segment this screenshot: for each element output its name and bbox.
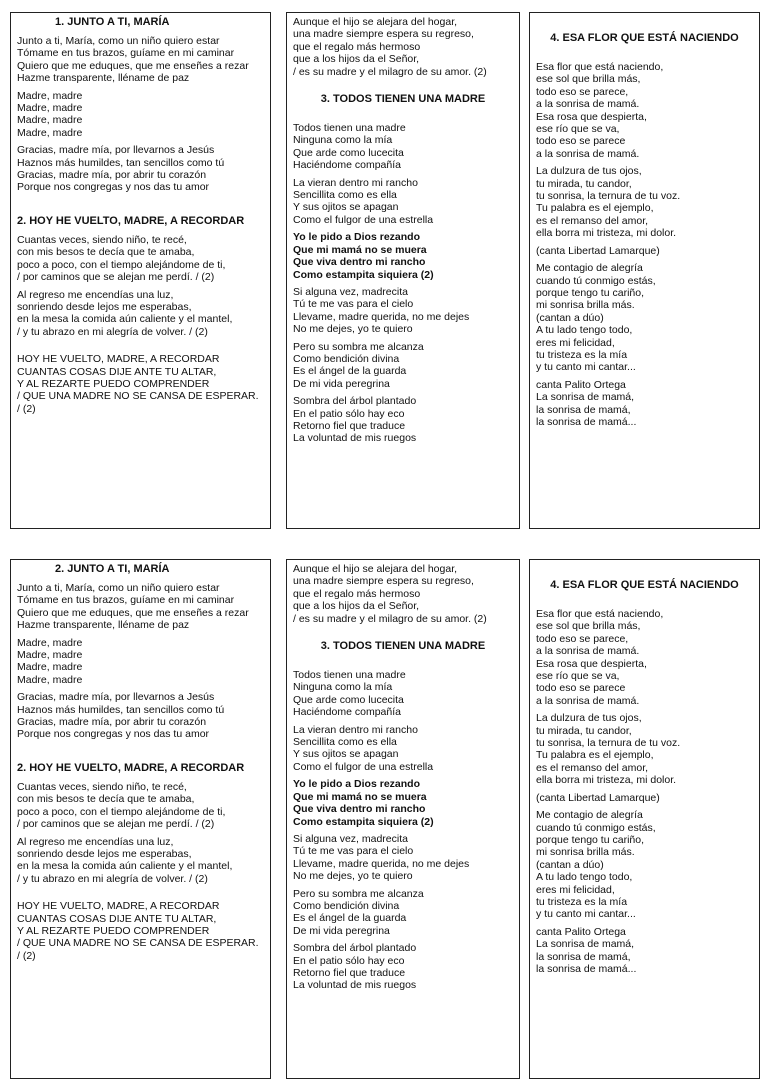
song-1-stanza: Gracias, madre mía, por llevarnos a Jesús Haznos más humildes, tan sencillos como tú Gracias, madre mía, por abrir tu corazón Porque nos congregas y nos das tu amor: [17, 691, 225, 741]
song-4-stanza: La dulzura de tus ojos, tu mirada, tu candor, tu sonrisa, la ternura de tu voz. Tu palabra es el ejemplo, es el remanso del amor, ella borra mi tristeza, mi dolor.: [536, 165, 681, 240]
song-3-title: 3. TODOS TIENEN UNA MADRE: [320, 640, 486, 653]
song-3-chorus: Yo le pido a Dios rezando Que mi mamá no se muera Que viva dentro mi rancho Como estampita siquiera (2): [293, 778, 434, 828]
song-1-stanza: Gracias, madre mía, por llevarnos a Jesús Haznos más humildes, tan sencillos como tú Gracias, madre mía, por abrir tu corazón Porque nos congregas y nos das tu amor: [17, 144, 225, 194]
column-3: [529, 12, 760, 529]
song-1-title: 2. JUNTO A TI, MARÍA: [55, 563, 170, 575]
song-2-chorus: HOY HE VUELTO, MADRE, A RECORDAR CUANTAS COSAS DIJE ANTE TU ALTAR, Y AL REZARTE PUEDO COMPRENDER / QUE UNA MADRE NO SE CANSA DE ESPERAR. / (2): [17, 900, 259, 962]
song-1-stanza: Madre, madre Madre, madre Madre, madre Madre, madre: [17, 89, 83, 139]
song-4-title: 4. ESA FLOR QUE ESTÁ NACIENDO: [550, 579, 739, 591]
song-2-stanza: Al regreso me encendías una luz, sonriendo desde lejos me esperabas, en la mesa la comida aún caliente y el mantel, / y tu abrazo en mi alegría de volver. / (2): [17, 288, 233, 338]
song-4-stanza: canta Palito Ortega La sonrisa de mamá, la sonrisa de mamá, la sonrisa de mamá...: [536, 378, 637, 428]
song-1-stanza: Junto a ti, María, como un niño quiero estar Tómame en tus brazos, guíame en mi caminar Quiero que me eduques, que me enseñes a rezar Hazme transparente, lléname de paz: [17, 582, 249, 632]
song-3-stanza: Sombra del árbol plantado En el patio sólo hay eco Retorno fiel que traduce La voluntad de mis ruegos: [293, 942, 417, 992]
song-2-title: 2. HOY HE VUELTO, MADRE, A RECORDAR: [17, 761, 245, 774]
song-2-chorus: HOY HE VUELTO, MADRE, A RECORDAR CUANTAS COSAS DIJE ANTE TU ALTAR, Y AL REZARTE PUEDO COMPRENDER / QUE UNA MADRE NO SE CANSA DE ESPERAR. / (2): [17, 353, 259, 415]
song-4-note: (canta Libertad Lamarque): [536, 791, 660, 804]
song-4-stanza: Esa flor que está naciendo, ese sol que brilla más, todo eso se parece, a la sonrisa de mamá. Esa rosa que despierta, ese río que se va, todo eso se parece a la sonrisa de mamá.: [536, 608, 664, 707]
song-3-stanza: Sombra del árbol plantado En el patio sólo hay eco Retorno fiel que traduce La voluntad de mis ruegos: [293, 395, 417, 445]
song-2-stanza: Al regreso me encendías una luz, sonriendo desde lejos me esperabas, en la mesa la comida aún caliente y el mantel, / y tu abrazo en mi alegría de volver. / (2): [17, 835, 233, 885]
sheet-bottom: [0, 547, 768, 1067]
song-4-stanza: Me contagio de alegría cuando tú conmigo estás, porque tengo tu cariño, mi sonrisa brilla más. (cantan a dúo) A tu lado tengo todo, eres mi felicidad, tu tristeza es la mía y tu canto mi cantar...: [536, 809, 656, 921]
song-2-continuation: Aunque el hijo se alejara del hogar, una madre siempre espera su regreso, que el regalo más hermoso que a los hijos da el Señor, / es su madre y el milagro de su amor. (2): [293, 16, 487, 78]
song-3-stanza: La vieran dentro mi rancho Sencillita como es ella Y sus ojitos se apagan Como el fulgor de una estrella: [293, 176, 434, 226]
song-3-stanza: Si alguna vez, madrecita Tú te me vas para el cielo Llevame, madre querida, no me dejes No me dejes, yo te quiero: [293, 832, 470, 883]
column-2: [286, 12, 520, 529]
song-2-stanza: Cuantas veces, siendo niño, te recé, con mis besos te decía que te amaba, poco a poco, con el tiempo alejándome de ti, / por caminos que se alejan me perdí. / (2): [17, 233, 226, 284]
column-1: [10, 559, 271, 1079]
song-1-stanza: Junto a ti, María, como un niño quiero estar Tómame en tus brazos, guíame en mi caminar Quiero que me eduques, que me enseñes a rezar Hazme transparente, lléname de paz: [17, 35, 249, 85]
song-3-stanza: Pero su sombra me alcanza Como bendición divina Es el ángel de la guarda De mi vida peregrina: [293, 340, 424, 390]
song-3-stanza: Todos tienen una madre Ninguna como la mía Que arde como lucecita Haciéndome compañía: [293, 669, 406, 719]
song-2-title: 2. HOY HE VUELTO, MADRE, A RECORDAR: [17, 214, 245, 227]
song-1-stanza: Madre, madre Madre, madre Madre, madre Madre, madre: [17, 636, 83, 686]
song-3-stanza: La vieran dentro mi rancho Sencillita como es ella Y sus ojitos se apagan Como el fulgor de una estrella: [293, 723, 434, 773]
song-4-note: (canta Libertad Lamarque): [536, 244, 660, 257]
song-4-title: 4. ESA FLOR QUE ESTÁ NACIENDO: [550, 32, 739, 44]
song-3-stanza: Todos tienen una madre Ninguna como la mía Que arde como lucecita Haciéndome compañía: [293, 122, 406, 172]
song-3-title: 3. TODOS TIENEN UNA MADRE: [320, 93, 486, 106]
song-2-stanza: Cuantas veces, siendo niño, te recé, con mis besos te decía que te amaba, poco a poco, con el tiempo alejándome de ti, / por caminos que se alejan me perdí. / (2): [17, 780, 226, 831]
song-4-stanza: La dulzura de tus ojos, tu mirada, tu candor, tu sonrisa, la ternura de tu voz. Tu palabra es el ejemplo, es el remanso del amor, ella borra mi tristeza, mi dolor.: [536, 712, 681, 787]
song-4-stanza: Esa flor que está naciendo, ese sol que brilla más, todo eso se parece, a la sonrisa de mamá. Esa rosa que despierta, ese río que se va, todo eso se parece a la sonrisa de mamá.: [536, 61, 664, 160]
song-2-continuation: Aunque el hijo se alejara del hogar, una madre siempre espera su regreso, que el regalo más hermoso que a los hijos da el Señor, / es su madre y el milagro de su amor. (2): [293, 563, 487, 625]
column-1: [10, 12, 271, 529]
column-2: [286, 559, 520, 1079]
song-1-title: 1. JUNTO A TI, MARÍA: [55, 16, 170, 28]
song-4-stanza: canta Palito Ortega La sonrisa de mamá, la sonrisa de mamá, la sonrisa de mamá...: [536, 925, 637, 975]
song-3-chorus: Yo le pido a Dios rezando Que mi mamá no se muera Que viva dentro mi rancho Como estampita siquiera (2): [293, 231, 434, 281]
song-3-stanza: Pero su sombra me alcanza Como bendición divina Es el ángel de la guarda De mi vida peregrina: [293, 887, 424, 937]
column-3: [529, 559, 760, 1079]
sheet-top: [0, 0, 768, 520]
song-4-stanza: Me contagio de alegría cuando tú conmigo estás, porque tengo tu cariño, mi sonrisa brilla más. (cantan a dúo) A tu lado tengo todo, eres mi felicidad, tu tristeza es la mía y tu canto mi cantar...: [536, 262, 656, 374]
song-3-stanza: Si alguna vez, madrecita Tú te me vas para el cielo Llevame, madre querida, no me dejes No me dejes, yo te quiero: [293, 285, 470, 336]
